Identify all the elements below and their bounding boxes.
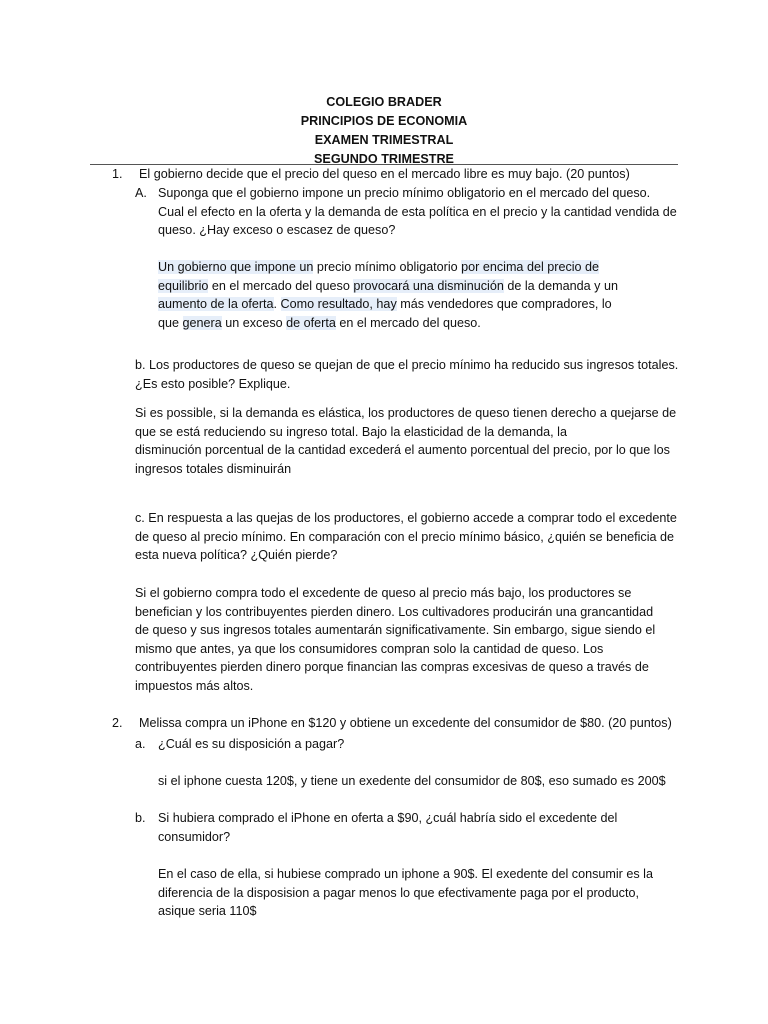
q1b-answer xyxy=(135,404,685,478)
q2b-line-2: consumidor? xyxy=(158,829,231,844)
q1a-answer-line-3: aumento de la oferta. Como resultado, hay más vendedores que compradores, lo xyxy=(158,297,612,311)
q2b-line-1: Si hubiera comprado el iPhone en oferta a $90, ¿cuál habría sido el excedente del xyxy=(158,811,618,825)
q2b-answer-line-1: En el caso de ella, si hubiese comprado un iphone a 90$. El exedente del consumir es la xyxy=(158,867,653,881)
q1b-line-1: b. Los productores de queso se quejan de que el precio mínimo ha reducido sus ingresos totales. xyxy=(135,358,679,372)
q1c-line-2: de queso al precio mínimo. En comparación con el precio mínimo básico, ¿quién se beneficia de xyxy=(135,529,675,544)
q1b-answer-line-4: ingresos totales disminuirán xyxy=(135,461,292,476)
q1a-line-3: queso. ¿Hay exceso o escasez de queso? xyxy=(158,223,396,237)
term-name: SEGUNDO TRIMESTRE xyxy=(314,152,454,166)
q1c-answer-line-5: contribuyentes pierden dinero porque financian las compras excesivas de queso a través de xyxy=(135,660,649,674)
q2b-answer-line-2: diferencia de la disposision a pagar menos lo que efectivamente paga por el producto, xyxy=(158,885,639,900)
document-header xyxy=(0,93,768,169)
q1c-line-1: c. En respuesta a las quejas de los productores, el gobierno accede a comprar todo el excedente xyxy=(135,511,677,525)
q1b-answer-line-1: Si es possible, si la demanda es elástica, los productores de queso tienen derecho a quejarse de xyxy=(135,406,677,420)
q1a-answer xyxy=(158,258,658,332)
q2-text: Melissa compra un iPhone en $120 y obtiene un excedente del consumidor de $80. (20 puntos) xyxy=(139,716,672,730)
q1a-answer-line-2: equilibrio en el mercado del queso provocará una disminución de la demanda y un xyxy=(158,278,618,293)
q1-number: 1. xyxy=(112,167,123,181)
q1c-answer-line-1: Si el gobierno compra todo el excedente de queso al precio más bajo, los productores se xyxy=(135,586,632,600)
q1a-question xyxy=(158,184,683,240)
q2a-label: a. xyxy=(135,737,146,751)
exam-name: EXAMEN TRIMESTRAL xyxy=(314,133,454,147)
q1b-answer-line-3: disminución porcentual de la cantidad excederá el aumento porcentual del precio, por lo que los xyxy=(135,443,670,457)
q1b-answer-line-2: que se está reduciendo su ingreso total. Bajo la elasticidad de la demanda, la xyxy=(135,424,567,439)
q2b-question xyxy=(158,809,678,846)
q1c-answer-line-6: impuestos más altos. xyxy=(135,678,254,693)
q2b-answer-line-3: asique seria 110$ xyxy=(158,904,257,918)
q1a-label: A. xyxy=(135,186,147,200)
q1b-question xyxy=(135,356,685,393)
q1a-line-2: Cual el efecto en la oferta y la demanda de esta política en el precio y la cantidad vendida de xyxy=(158,204,677,219)
q2a-answer: si el iphone cuesta 120$, y tiene un exedente del consumidor de 80$, eso sumado es 200$ xyxy=(158,774,666,788)
q1c-answer-line-4: mismo que antes, ya que los consumidores compran solo la cantidad de queso. Los xyxy=(135,641,604,656)
school-name: COLEGIO BRADER xyxy=(326,95,442,109)
q1a-answer-line-1: Un gobierno que impone un precio mínimo obligatorio por encima del precio de xyxy=(158,260,600,274)
q1c-answer-line-2: benefician y los contribuyentes pierden dinero. Los cultivadores producirán una grancantidad xyxy=(135,604,654,619)
q1a-line-1: Suponga que el gobierno impone un precio mínimo obligatorio en el mercado del queso. xyxy=(158,186,651,200)
q2a-question: ¿Cuál es su disposición a pagar? xyxy=(158,737,345,751)
q1c-line-3: esta nueva política? ¿Quién pierde? xyxy=(135,548,338,562)
q1c-answer xyxy=(135,584,685,695)
q1b-line-2: ¿Es esto posible? Explique. xyxy=(135,376,291,391)
course-name: PRINCIPIOS DE ECONOMIA xyxy=(300,114,468,128)
q1c-answer-line-3: de queso y sus ingresos totales aumentarán significativamente. Sin embargo, sigue siendo el xyxy=(135,623,656,637)
q1c-question xyxy=(135,509,685,565)
q2-number: 2. xyxy=(112,716,123,730)
q1a-answer-line-4: que genera un exceso de oferta en el mercado del queso. xyxy=(158,315,481,330)
q2b-answer xyxy=(158,865,688,921)
q1-text: El gobierno decide que el precio del queso en el mercado libre es muy bajo. (20 puntos) xyxy=(139,167,630,181)
q2b-label: b. xyxy=(135,811,146,825)
